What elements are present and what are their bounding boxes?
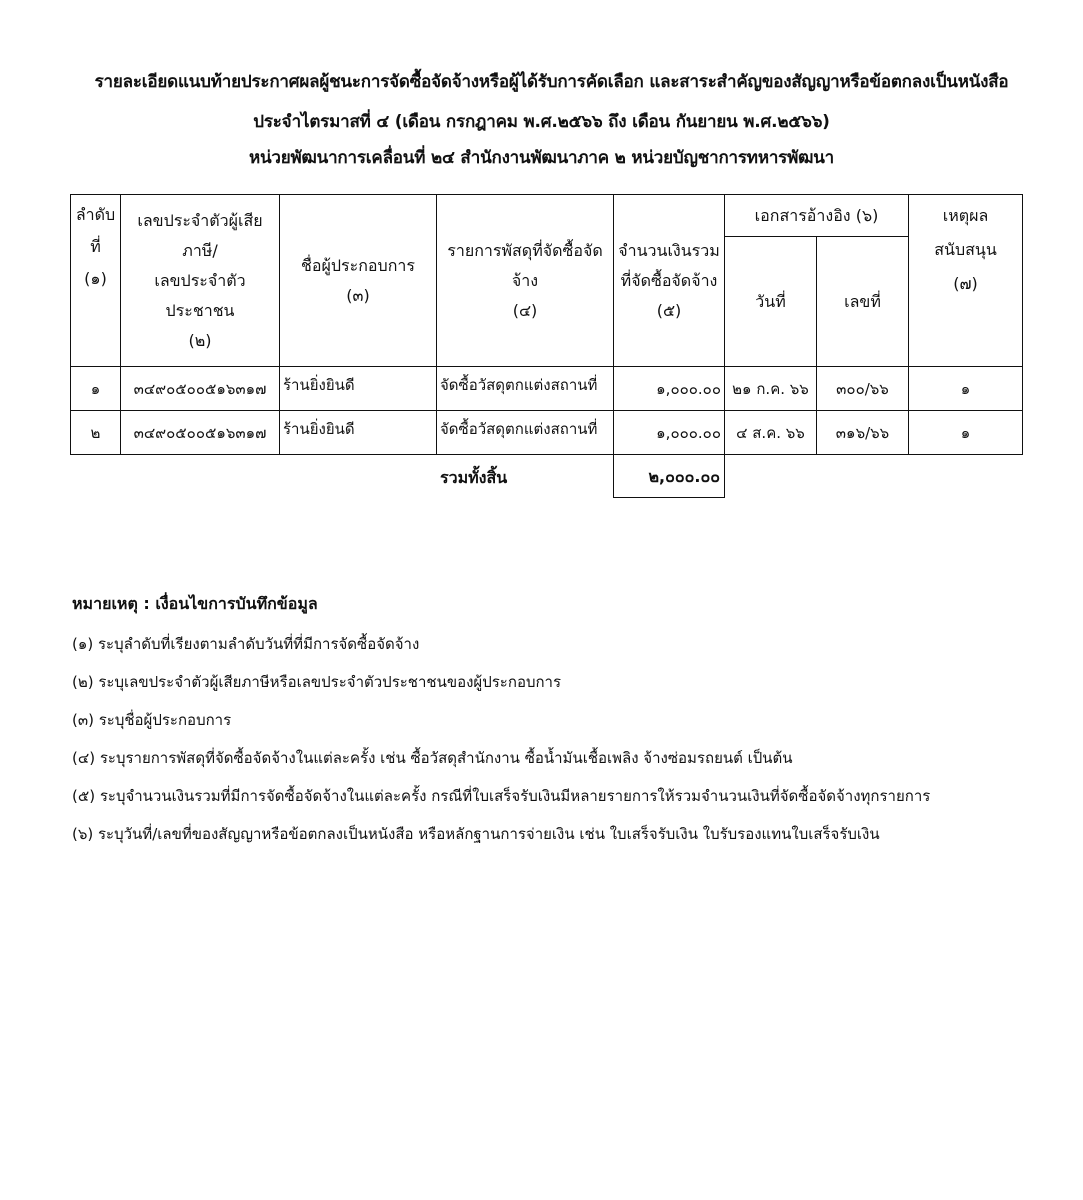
header-item-number: (๔)	[512, 300, 538, 320]
cell-tax-id: ๓๔๙๐๕๐๐๕๑๖๓๑๗	[121, 367, 280, 411]
document-title-line-3: หน่วยพัฒนาการเคลื่อนที่ ๒๔ สำนักงานพัฒนาภาค ๒ หน่วยบัญชาการทหารพัฒนา	[248, 148, 835, 168]
table-row	[71, 367, 1023, 411]
header-item	[437, 195, 614, 367]
cell-amount: ๑,๐๐๐.๐๐	[614, 367, 725, 411]
cell-tax-id: ๓๔๙๐๕๐๐๕๑๖๓๑๗	[121, 411, 280, 455]
header-order-number: (๑)	[84, 269, 107, 288]
header-amount-line2: ที่จัดซื้อจัดจ้าง	[620, 270, 718, 290]
notes-heading: หมายเหตุ : เงื่อนไขการบันทึกข้อมูล	[72, 594, 318, 613]
header-reason-label: เหตุผลสนับสนุน	[934, 206, 997, 259]
document-title-line-1: รายละเอียดแนบท้ายประกาศผลผู้ชนะการจัดซื้อจัดจ้างหรือผู้ได้รับการคัดเลือก และสาระสำคัญของสัญญาหรือข้อตกลงเป็นหนังสือ	[94, 72, 1009, 92]
header-tax-id	[121, 195, 280, 367]
header-reason-number: (๗)	[953, 274, 978, 293]
cell-order: ๒	[71, 411, 121, 455]
cell-vendor: ร้านยิ่งยินดี	[280, 367, 437, 411]
cell-order: ๑	[71, 367, 121, 411]
header-item-label: รายการพัสดุที่จัดซื้อจัดจ้าง	[447, 240, 603, 290]
note-item: (๒) ระบุเลขประจำตัวผู้เสียภาษีหรือเลขประจำตัวประชาชนของผู้ประกอบการ	[72, 673, 562, 691]
cell-amount: ๑,๐๐๐.๐๐	[614, 411, 725, 455]
cell-ref-date: ๒๑ ก.ค. ๖๖	[725, 367, 817, 411]
note-item: (๕) ระบุจำนวนเงินรวมที่มีการจัดซื้อจัดจ้างในแต่ละครั้ง กรณีที่ใบเสร็จรับเงินมีหลายรายการให้รวมจำนวนเงินที่จัดซื้อจัดจ้างทุกรายการ	[72, 787, 931, 805]
total-value: ๒,๐๐๐.๐๐	[613, 453, 725, 498]
cell-ref-number: ๓๐๐/๖๖	[817, 367, 909, 411]
header-tax-id-number: (๒)	[188, 330, 212, 350]
header-order	[71, 195, 121, 367]
header-reference-group: เอกสารอ้างอิง (๖)	[725, 195, 909, 237]
header-vendor	[280, 195, 437, 367]
note-item: (๖) ระบุวันที่/เลขที่ของสัญญาหรือข้อตกลงเป็นหนังสือ หรือหลักฐานการจ่ายเงิน เช่น ใบเสร็จรับเงิน ใบรับรองแทนใบเสร็จรับเงิน	[72, 825, 880, 843]
header-vendor-number: (๓)	[346, 285, 370, 305]
header-amount	[614, 195, 725, 367]
table-row	[71, 411, 1023, 455]
cell-ref-date: ๔ ส.ค. ๖๖	[725, 411, 817, 455]
note-item: (๓) ระบุชื่อผู้ประกอบการ	[72, 711, 232, 729]
note-item: (๔) ระบุรายการพัสดุที่จัดซื้อจัดจ้างในแต่ละครั้ง เช่น ซื้อวัสดุสำนักงาน ซื้อน้ำมันเชื้อเพลิง จ้างซ่อมรถยนต์ เป็นต้น	[72, 749, 793, 767]
cell-vendor: ร้านยิ่งยินดี	[280, 411, 437, 455]
header-order-label: ลำดับที่	[75, 205, 116, 256]
total-label: รวมทั้งสิ้น	[440, 468, 508, 487]
cell-item: จัดซื้อวัสดุตกแต่งสถานที่	[437, 367, 614, 411]
header-amount-line1: จำนวนเงินรวม	[618, 240, 720, 260]
document-title-line-2: ประจำไตรมาสที่ ๔ (เดือน กรกฎาคม พ.ศ.๒๕๖๖ ถึง เดือน กันยายน พ.ศ.๒๕๖๖)	[253, 112, 830, 132]
procurement-table	[70, 194, 1023, 455]
cell-ref-number: ๓๑๖/๖๖	[817, 411, 909, 455]
note-item: (๑) ระบุลำดับที่เรียงตามลำดับวันที่ที่มีการจัดซื้อจัดจ้าง	[72, 635, 420, 653]
cell-reason: ๑	[909, 367, 1023, 411]
header-reason	[909, 195, 1023, 367]
header-tax-id-line1: เลขประจำตัวผู้เสียภาษี/	[137, 210, 263, 260]
header-vendor-label: ชื่อผู้ประกอบการ	[301, 255, 415, 275]
header-tax-id-line2: เลขประจำตัวประชาชน	[154, 270, 246, 320]
header-amount-number: (๕)	[656, 300, 682, 320]
header-ref-number: เลขที่	[817, 237, 909, 367]
cell-reason: ๑	[909, 411, 1023, 455]
notes-section	[72, 592, 1072, 859]
header-ref-date: วันที่	[725, 237, 817, 367]
cell-item: จัดซื้อวัสดุตกแต่งสถานที่	[437, 411, 614, 455]
